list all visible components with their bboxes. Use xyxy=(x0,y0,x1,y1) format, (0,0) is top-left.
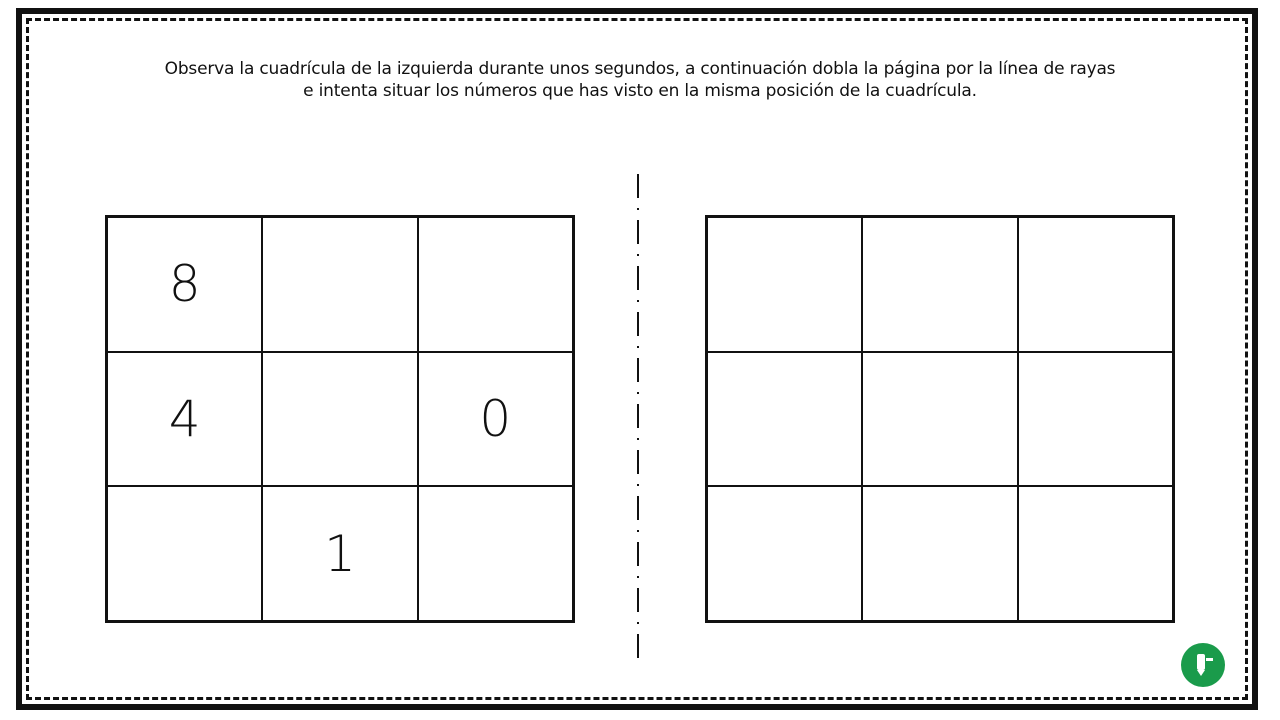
answer-grid xyxy=(705,215,1175,623)
memory-grid-cell: 1 xyxy=(262,486,417,621)
answer-grid-cell[interactable] xyxy=(1018,486,1173,621)
instructions-line-1: Observa la cuadrícula de la izquierda durante unos segundos, a continuación dobla la página por la línea de rayas xyxy=(164,59,1116,79)
answer-grid-cell[interactable] xyxy=(707,352,862,487)
answer-grid-cell[interactable] xyxy=(1018,217,1173,352)
pencil-logo-icon xyxy=(1181,643,1225,687)
memory-grid-cell xyxy=(107,486,262,621)
memory-grid-cell: 8 xyxy=(107,217,262,352)
memory-grid-cell: 4 xyxy=(107,352,262,487)
fold-line xyxy=(637,174,639,662)
answer-grid-cell[interactable] xyxy=(707,217,862,352)
memory-grid-cell xyxy=(418,486,573,621)
answer-grid-cell[interactable] xyxy=(862,486,1017,621)
memory-grid-cell xyxy=(262,217,417,352)
answer-grid-cell[interactable] xyxy=(1018,352,1173,487)
instructions-line-2: e intenta situar los números que has visto en la misma posición de la cuadrícula. xyxy=(303,81,977,101)
answer-grid-cell[interactable] xyxy=(707,486,862,621)
memory-grid-cell xyxy=(418,217,573,352)
memory-grid xyxy=(105,215,575,623)
instructions-text xyxy=(100,58,1180,102)
answer-grid-cell[interactable] xyxy=(862,352,1017,487)
memory-grid-cell xyxy=(262,352,417,487)
answer-grid-cell[interactable] xyxy=(862,217,1017,352)
memory-grid-cell: 0 xyxy=(418,352,573,487)
